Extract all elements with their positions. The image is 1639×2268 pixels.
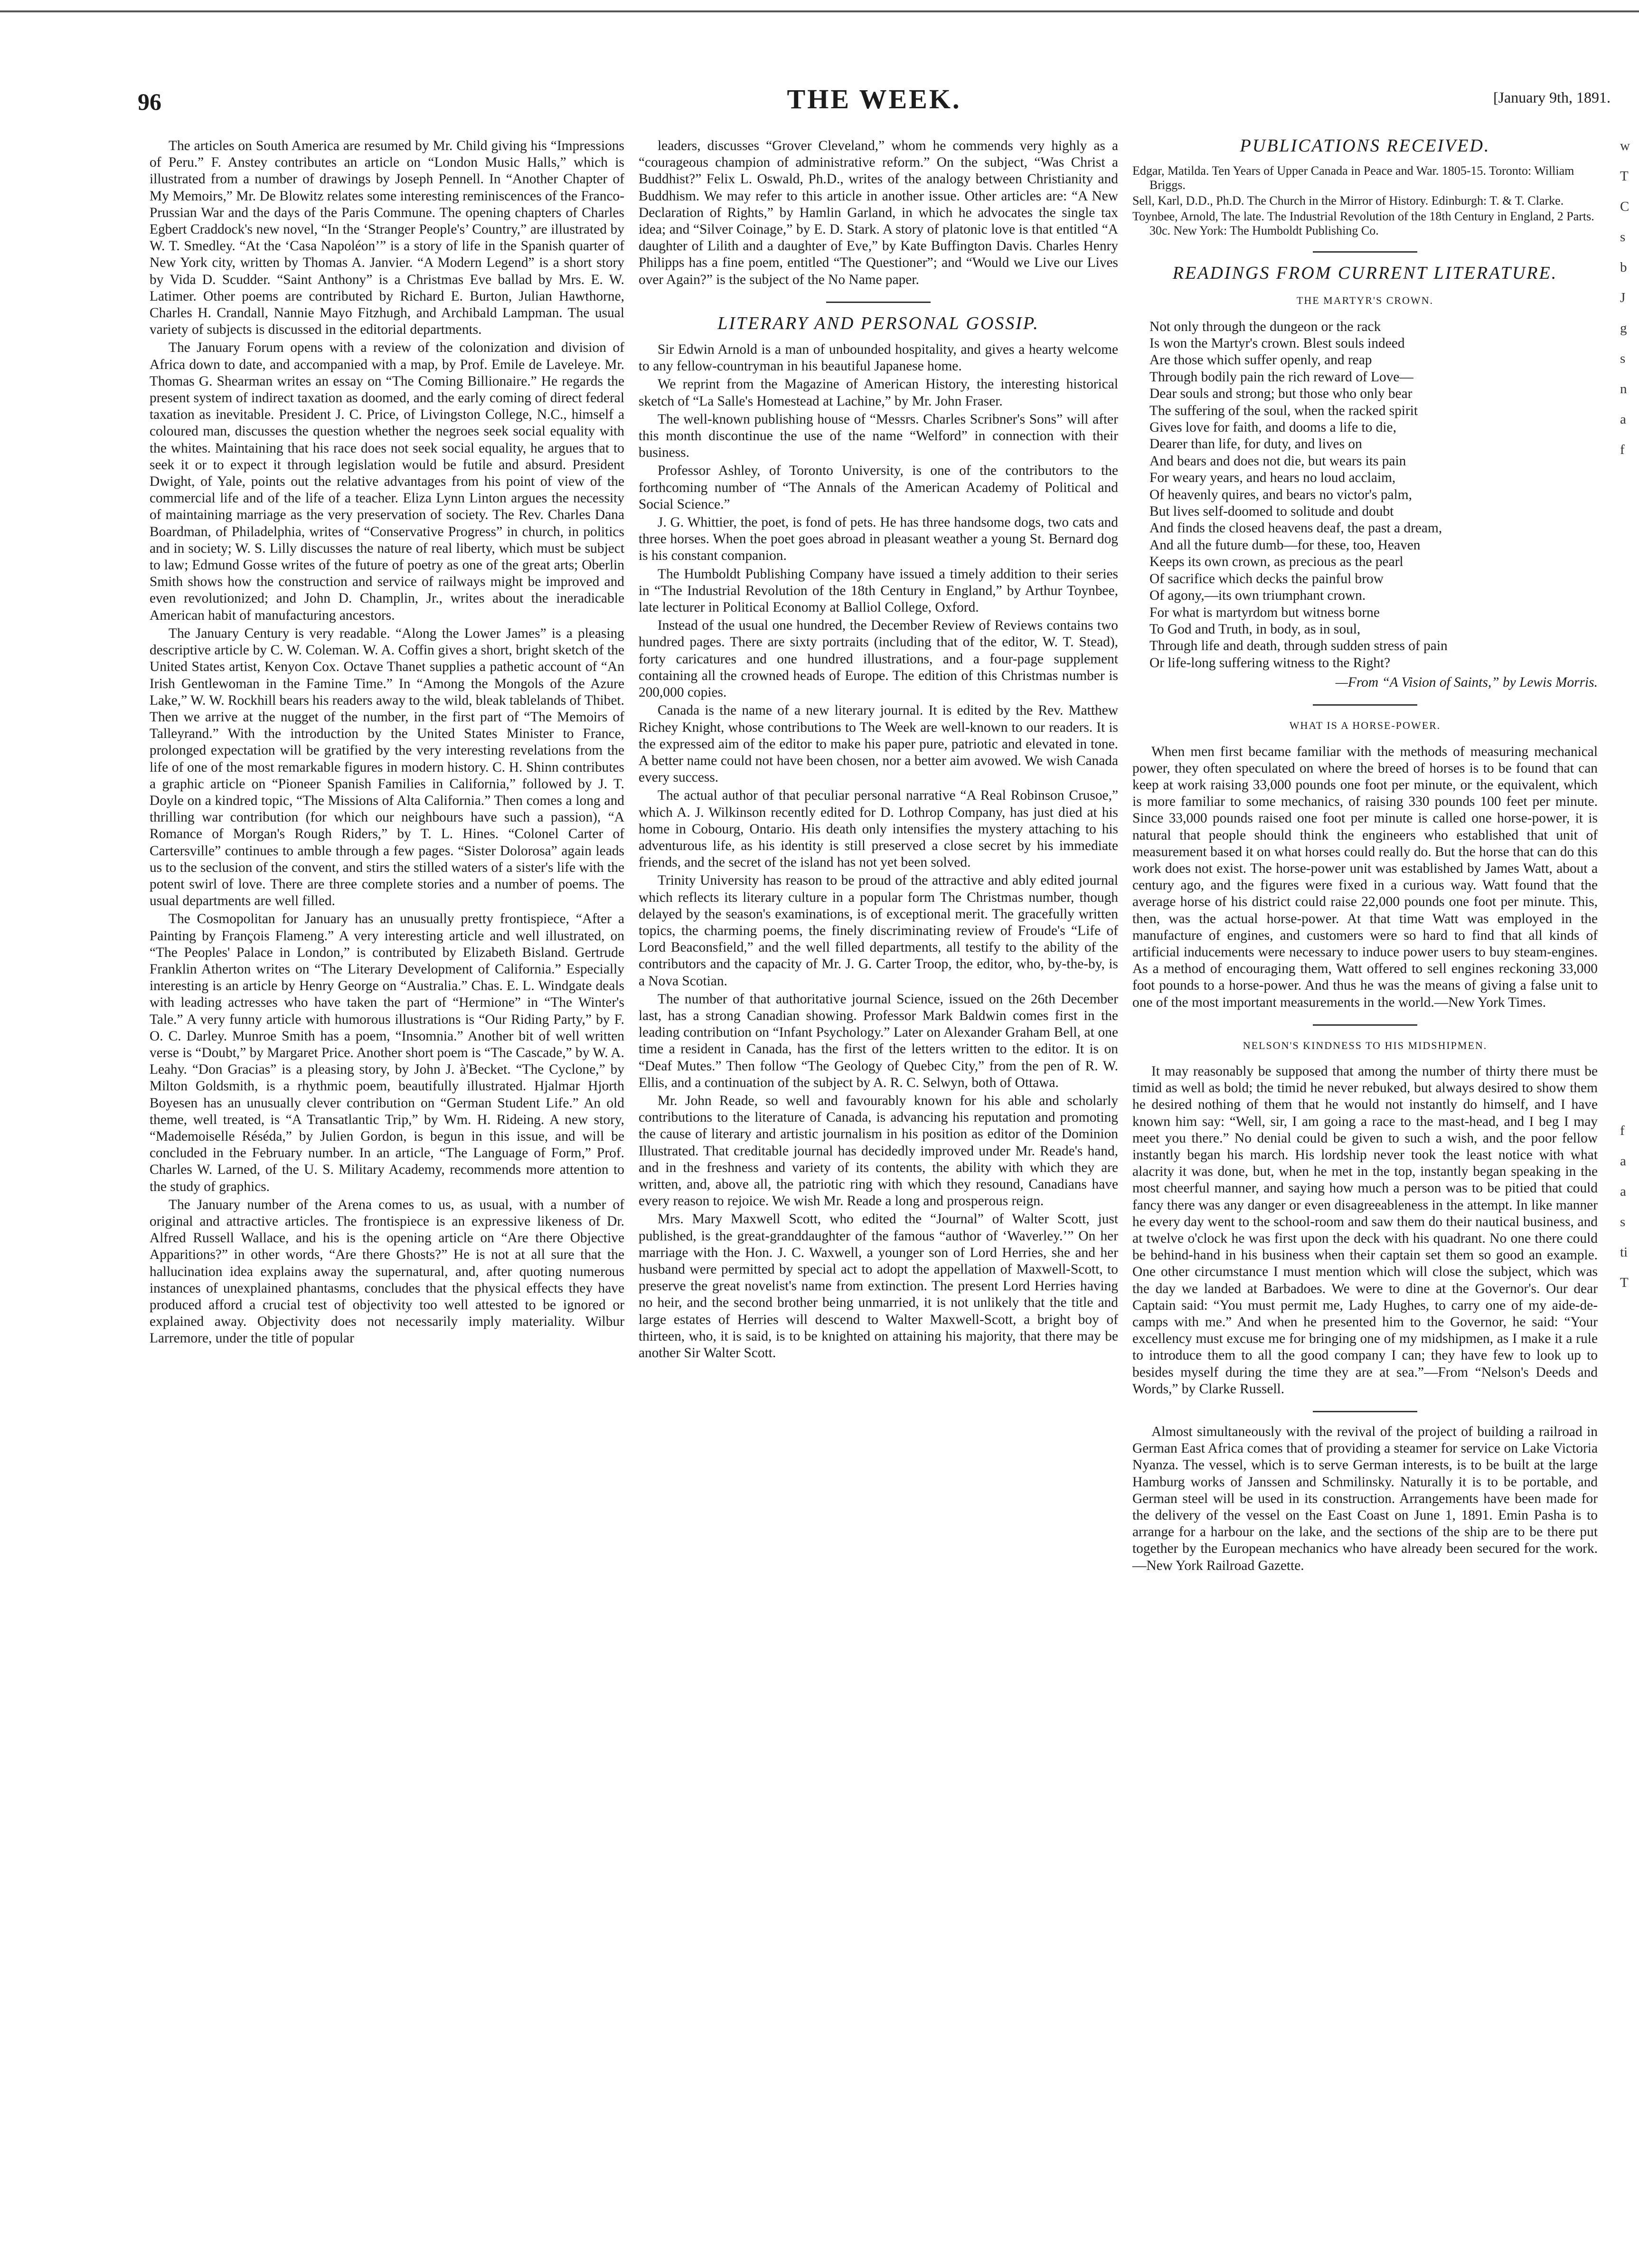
poem-attribution: —From “A Vision of Saints,” by Lewis Morris. [1335,675,1598,690]
nelson-article-title: NELSON'S KINDNESS TO HIS MIDSHIPMEN. [1243,1039,1488,1051]
poem-line: Through life and death, through sudden stress of pain [1149,638,1448,654]
poem-line: To God and Truth, in body, as in soul, [1149,621,1361,637]
poem-line: Keeps its own crown, as precious as the pearl [1149,554,1404,570]
edge-fragment: f [1620,442,1625,457]
edge-fragment: ti [1620,1245,1628,1260]
poem-line: Or life-long suffering witness to the Right? [1149,655,1391,671]
edge-fragment: J [1620,290,1626,305]
masthead: THE WEEK. [787,84,961,114]
gossip-item: Mr. John Reade, so well and favourably known for his able and scholarly contributions to the literature of Canada, is advancing his reputation and promoting the cause of literary and artistic journalism in his position as editor of the Dominion Illustrated. That creditable journal has decidedly improved under Mr. Reade's hand, and in the freshness and variety of its contents, the ability with which they are written, and, above all, the patriotic ring with which they resound, Canadians have every reason to rejoice. We wish Mr. Reade a long and prosperous reign. [639,1093,1118,1209]
poem-line: But lives self-doomed to solitude and doubt [1149,504,1394,520]
poem-line: The suffering of the soul, when the racked spirit [1149,403,1418,418]
edge-fragment: a [1620,1184,1626,1199]
adjacent-page-fragments [1620,138,1639,1305]
page-header [138,83,1611,121]
martyr-article-title: THE MARTYR'S CROWN. [1296,294,1434,307]
edge-fragment: w [1620,138,1630,153]
page-number: 96 [138,88,161,115]
poem-line: Dearer than life, for duty, and lives on [1149,436,1362,452]
poem-line: Is won the Martyr's crown. Blest souls indeed [1149,336,1405,351]
edge-fragment: s [1620,351,1626,366]
poem-line: Not only through the dungeon or the rack [1149,319,1381,334]
gossip-item: The actual author of that peculiar personal narrative “A Real Robinson Crusoe,” which A. J. Wilkinson recently edited for D. Lothrop Company, has just died at his home in Cobourg, Ontario. His death only intensifies the mystery attaching to his adventurous life, as his identity is still preserved a close secret by his immediate friends, and the secret of the island has not yet been solved. [639,788,1118,870]
edge-fragment: f [1620,1123,1625,1138]
gossip-item: The Humboldt Publishing Company have issued a timely addition to their series in “The Industrial Revolution of the 18th Century in England,” by Arthur Toynbee, late lecturer in Political Economy at Balliol College, Oxford. [639,566,1118,615]
column-3 [1132,138,1598,1576]
gossip-item: Trinity University has reason to be proud of the attractive and ably edited journal which reflects its literary culture in a popular form The Christmas number, though delayed by the season's examinations, is of exceptional merit. The gracefully written topics, the charming poems, the finely discriminating review of Froude's “Life of Lord Beaconsfield,” and the well filled departments, all testify to the ability of the contributors and the capacity of Mr. J. G. Carter Troop, the editor, who, by-the-by, is a Nova Scotian. [639,873,1118,989]
column-1 [150,138,624,1349]
edge-fragment: T [1620,169,1629,184]
gossip-item: Instead of the usual one hundred, the December Review of Reviews contains two hundred pages. There are sixty portraits (including that of the editor, W. T. Stead), forty caricatures and one hundred illustrations, and a four-page supplement containing all the crowned heads of Europe. The edition of this Christmas number is 200,000 copies. [639,618,1118,700]
paragraph-arena-continued: leaders, discusses “Grover Cleveland,” whom he commends very highly as a “courageous champion of administrative reform.” On the subject, “Was Christ a Buddhist?” Felix L. Oswald, Ph.D., writes of the analogy between Christianity and Buddhism. We may refer to this article in another issue. Other articles are: “A New Declaration of Rights,” by Hamlin Garland, in which he advocates the single tax idea; and “Silver Coinage,” by E. D. Stark. A story of platonic love is that entitled “A daughter of Lilith and a daughter of Eve,” by Kate Buffington Davis. Charles Henry Philipps has a fine poem, entitled “The Questioner”; and “Would we Live our Lives over Again?” is the subject of the No Name paper. [639,138,1118,287]
edge-fragment: n [1620,381,1627,397]
paragraph-arena: The January number of the Arena comes to us, as usual, with a number of original and attractive articles. The frontispiece is an expressive likeness of Dr. Alfred Russell Wallace, and his is the opening article on “Are there Objective Apparitions?” in other words, “Are there Ghosts?” He is not at all sure that the hallucination idea explains away the supernatural, and, after quoting numerous instances of unexplained phantasms, concludes that the physical effects they have produced afford a crucial test of objectivity too well attested to be ignored or explained away. Objectivity does not necessarily imply materiality. Wilbur Larremore, under the title of popular [150,1197,624,1346]
poem-line: And bears and does not die, but wears its pain [1149,453,1406,469]
edge-fragment: s [1620,229,1626,245]
gossip-item: Canada is the name of a new literary journal. It is edited by the Rev. Matthew Richey Knight, whose contributions to The Week are well-known to our readers. It is the expressed aim of the editor to make his paper pure, patriotic and elevated in tone. A better name could not have been chosen, nor a better aim avowed. We wish Canada every success. [639,703,1118,785]
section-divider [1313,704,1417,706]
issue-date: [January 9th, 1891. [1493,89,1611,106]
gossip-item: J. G. Whittier, the poet, is fond of pets. He has three handsome dogs, two cats and three horses. When the poet goes abroad in pleasant weather a young St. Bernard dog is his constant companion. [639,515,1118,564]
readings-section-title: READINGS FROM CURRENT LITERATURE. [1172,263,1558,284]
edge-fragment: a [1620,1153,1626,1169]
horse-article-title: WHAT IS A HORSE-POWER. [1289,719,1441,732]
publication-entry: Sell, Karl, D.D., Ph.D. The Church in the Mirror of History. Edinburgh: T. & T. Clarke. [1132,194,1564,208]
edge-fragment: s [1620,1214,1626,1229]
edge-fragment: g [1620,321,1627,336]
top-rule [0,10,1639,12]
edge-fragment: T [1620,1275,1629,1290]
poem-line: Of agony,—its own triumphant crown. [1149,588,1366,604]
publication-entry: Toynbee, Arnold, The late. The Industrial Revolution of the 18th Century in England, 2 Parts. 30c. New York: The Humboldt Publishing Co. [1132,209,1594,238]
poem-line: And finds the closed heavens deaf, the past a dream, [1149,520,1442,536]
publications-list [1132,164,1598,238]
nelson-paragraph: It may reasonably be supposed that among the number of thirty there must be timid as well as bold; the timid he never rebuked, but always desired to show them he desired nothing of them that he would not instantly do himself, and I have known him say: “Well, sir, I am going a race to the mast-head, and I beg I may meet you there.” No denial could be given to such a wish, and the poor fellow instantly began his march. His lordship never took the least notice with what alacrity it was done, but, when he met in the top, instantly began speaking in the most cheerful manner, and saying how much a person was to be pitied that could fancy there was any danger or even disagreeableness in the attempt. In like manner he every day went to the school-room and saw them do their nautical business, and at twelve o'clock he was first upon the deck with his quadrant. No one there could be behind-hand in his business when their captain set them so good an example. One other circumstance I must mention which will close the subject, which was the day we landed at Barbadoes. We were to dine at the Governor's. Our dear Captain said: “You must permit me, Lady Hughes, to carry one of my aide-de-camps with me.” And when he presented him to the Governor, he said: “Your excellency must excuse me for bringing one of my midshipmen, as I make it a rule to introduce them to all the good company I can; they have few to look up to besides myself during the time they are at sea.”—From “Nelson's Deeds and Words,” by Clarke Russell. [1132,1064,1598,1397]
gossip-item: We reprint from the Magazine of American History, the interesting historical sketch of “La Salle's Homestead at Lachine,” by Mr. John Fraser. [639,377,1118,409]
edge-fragment: C [1620,199,1630,214]
poem-line: Of heavenly quires, and bears no victor's palm, [1149,487,1412,502]
poem-line: For what is martyrdom but witness borne [1149,605,1380,620]
paragraph-south-america: The articles on South America are resumed by Mr. Child giving his “Impressions of Peru.” F. Anstey contributes an article on “London Music Halls,” which is illustrated from a number of drawings by Joseph Pennell. In “Another Chapter of My Memoirs,” Mr. De Blowitz relates some interesting reminiscences of the Franco-Prussian War and the days of the Paris Commune. The opening chapters of Charles Egbert Craddock's new novel, “In the ‘Stranger People's’ Country,” are illustrated by W. T. Smedley. “At the ‘Casa Napoléon’” is a story of life in the Spanish quarter of New York city, written by Thomas A. Janvier. “A Modern Legend” is a short story by Vida D. Scudder. “Saint Anthony” is a Christmas Eve ballad by Mrs. E. W. Latimer. Other poems are contributed by Richard E. Burton, Julian Hawthorne, Charles H. Crandall, Nannie Mayo Fitzhugh, and Archibald Lampman. The usual variety of subjects is discussed in the editorial departments. [150,138,624,338]
edge-fragment: a [1620,412,1626,427]
section-divider [1313,1411,1417,1412]
martyr-poem [1149,319,1598,672]
gossip-item: Professor Ashley, of Toronto University, is one of the contributors to the forthcoming number of “The Annals of the American Academy of Political and Social Science.” [639,463,1118,512]
poem-line: For weary years, and hears no loud acclaim, [1149,470,1396,486]
gossip-item: The well-known publishing house of “Messrs. Charles Scribner's Sons” will after this month discontinue the use of the name “Welford” in connection with their business. [639,411,1118,461]
poem-line: And all the future dumb—for these, too, Heaven [1149,537,1421,553]
section-divider [1313,1024,1417,1026]
gossip-item: Mrs. Mary Maxwell Scott, who edited the “Journal” of Walter Scott, just published, is the great-granddaughter of the famous “author of ‘Waverley.’” On her marriage with the Hon. J. C. Waxwell, a younger son of Lord Herries, she and her husband were permitted by special act to adopt the appellation of Maxwell-Scott, to preserve the great novelist's name from extinction. The present Lord Herries having no heir, and the second brother being unmarried, it is not unlikely that the title and large estates of Herries will descend to Walter Maxwell-Scott, a bright boy of thirteen, who, it is said, is to be knighted on attaining his majority, that there may be another Sir Walter Scott. [639,1211,1118,1361]
poem-line: Through bodily pain the rich reward of Love— [1149,369,1413,385]
gossip-item: The number of that authoritative journal Science, issued on the 26th December last, has a strong Canadian showing. Professor Mark Baldwin comes first in the leading contribution on “Infant Psychology.” Later on Alexander Graham Bell, at one time a resident in Canada, has the first of the letters written to the editor. It is on “Deaf Mutes.” Then follow “The Geology of Quebec City,” from the pen of R. W. Ellis, and a continuation of the subject by A. R. C. Selwyn, both of Ottawa. [639,991,1118,1090]
poem-line: Gives love for faith, and dooms a life to die, [1149,420,1396,435]
poem-line: Are those which suffer openly, and reap [1149,352,1372,368]
gossip-item: Sir Edwin Arnold is a man of unbounded hospitality, and gives a hearty welcome to any fellow-countryman in his beautiful Japanese home. [639,342,1118,374]
section-divider [1313,251,1417,253]
edge-fragment: b [1620,260,1627,275]
horse-power-paragraph: When men first became familiar with the methods of measuring mechanical power, they often speculated on where the breed of horses is to be found that can keep at work raising 33,000 pounds one foot per minute, or the equivalent, which is more familiar to some mechanics, of raising 330 pounds 100 feet per minute. Since 33,000 pounds raised one foot per minute is called one horse-power, it is natural that people should think the engineers who established that unit of measurement based it on what horses could really do. But the horse that can do this work does not exist. The horse-power unit was established by James Watt, about a century ago, and the figures were fixed in a curious way. Watt found that the average horse of his district could raise 22,000 pounds one foot per minute. This, then, was the actual horse-power. At that time Watt was employed in the manufacture of engines, and customers were so hard to find that all kinds of artificial inducements were necessary to induce power users to buy steam-engines. As a method of encouraging them, Watt offered to sell engines reckoning 33,000 foot pounds to a horse-power. And thus he was the means of giving a false unit to one of the most important measurements in the world.—New York Times. [1132,744,1598,1010]
publications-section-title: PUBLICATIONS RECEIVED. [1240,136,1490,156]
paragraph-century: The January Century is very readable. “Along the Lower James” is a pleasing descriptive article by C. W. Coleman. W. A. Coffin gives a short, bright sketch of the United States artist, Kenyon Cox. Octave Thanet supplies a pathetic account of “An Irish Gentlewoman in the Famine Time.” In “Among the Mongols of the Azure Lake,” W. W. Rockhill bears his readers away to the wild, bleak tablelands of Thibet. Then we arrive at the nugget of the number, in the first part of “The Memoirs of Talleyrand.” With the introduction by the United States Minister to France, prolonged expectation will be gratified by the very interesting revelations from the life of one of the most remarkable figures in modern history. C. H. Shinn contributes a graphic article on “Pioneer Spanish Families in California,” followed by J. T. Doyle on a kindred topic, “The Missions of Alta California.” Then comes a long and thrilling war contribution (for which our neighbours have such a passion), “A Romance of Morgan's Rough Riders,” by T. L. Hines. “Colonel Carter of Cartersville” continues to amble through a few pages. “Sister Dolorosa” again leads us to the seclusion of the convent, and stirs the stilled waters of a sister's life with the potent swirl of love. There are three complete stories and a number of poems. The usual departments are well filled. [150,625,624,909]
poem-line: Of sacrifice which decks the painful brow [1149,571,1384,586]
paragraph-cosmopolitan: The Cosmopolitan for January has an unusually pretty frontispiece, “After a Painting by François Flameng.” A very interesting article and well illustrated, on “The Peoples' Palace in London,” is contributed by Elizabeth Bisland. Gertrude Franklin Atherton writes on “The Literary Development of California.” Especially interesting is an article by Henry George on “Australia.” Chas. E. L. Windgate deals with leading actresses who have taken the part of “Hermione” in “The Winter's Tale.” A very funny article with humorous illustrations is “Our Riding Party,” by F. O. C. Darley. Munroe Smith has a poem, “Insomnia.” Another bit of well written verse is “Doubt,” by Margaret Price. Another short poem is “The Cascade,” by W. A. Leahy. “Don Gracias” is a pleasing story, by John J. à'Becket. “The Cyclone,” by Milton Goldsmith, is a rhythmic poem, beautifully illustrated. Hjalmar Hjorth Boyesen has an unusually clever contribution on “German Student Life.” An old theme, well treated, is “A Transatlantic Trip,” by Wm. H. Rideing. A new story, “Mademoiselle Réséda,” by Julien Gordon, is begun in this issue, and will be concluded in the February number. In an article, “The Language of Form,” Prof. Charles W. Larned, of the U. S. Military Academy, recommends more attention to the study of graphics. [150,911,624,1194]
section-divider [826,302,931,303]
poem-line: Dear souls and strong; but those who only bear [1149,386,1413,402]
gossip-section-title: LITERARY AND PERSONAL GOSSIP. [717,313,1039,333]
publication-entry: Edgar, Matilda. Ten Years of Upper Canada in Peace and War. 1805-15. Toronto: William Briggs. [1132,164,1574,192]
steamer-paragraph: Almost simultaneously with the revival of the project of building a railroad in German East Africa comes that of providing a steamer for service on Lake Victoria Nyanza. The vessel, which is to serve German interests, is to be built at the large Hamburg works of Janssen and Schmilinsky. Naturally it is to be portable, and German steel will be used in its construction. Arrangements have been made for the delivery of the vessel on the East Coast on June 1, 1891. Emin Pasha is to arrange for a harbour on the lake, and the sections of the ship are to be there put together by the European mechanics who have already been secured for the work.—New York Railroad Gazette. [1132,1424,1598,1573]
paragraph-forum: The January Forum opens with a review of the colonization and division of Africa down to date, and accompanied with a map, by Prof. Emile de Laveleye. Mr. Thomas G. Shearman writes an essay on “The Coming Billionaire.” He regards the present system of indirect taxation as doomed, and the early coming of direct federal taxation as inevitable. President J. C. Price, of Livingston College, N.C., himself a coloured man, discusses the question whether the negroes seek social equality with the whites. Maintaining that his race does not seek social equality, he argues that to seek it or to expect it through legislation would be futile and absurd. President Dwight, of Yale, points out the relative advantages from his point of view of the commercial life and of the life of a teacher. Eliza Lynn Linton argues the necessity of maintaining marriage as the very preservation of society. The Rev. Charles Dana Boardman, of Philadelphia, writes of “Conservative Progress” in church, in politics and in society; W. S. Lilly discusses the nature of real liberty, which must be subject to law; Edmund Gosse writes of the future of poetry as one of the great arts; Oberlin Smith shows how the construction and service of railways might be improved and even revolutionized; and John D. Champlin, Jr., writes about the ineradicable American habit of manufacturing ancestors. [150,340,624,623]
column-2 [639,138,1118,1363]
